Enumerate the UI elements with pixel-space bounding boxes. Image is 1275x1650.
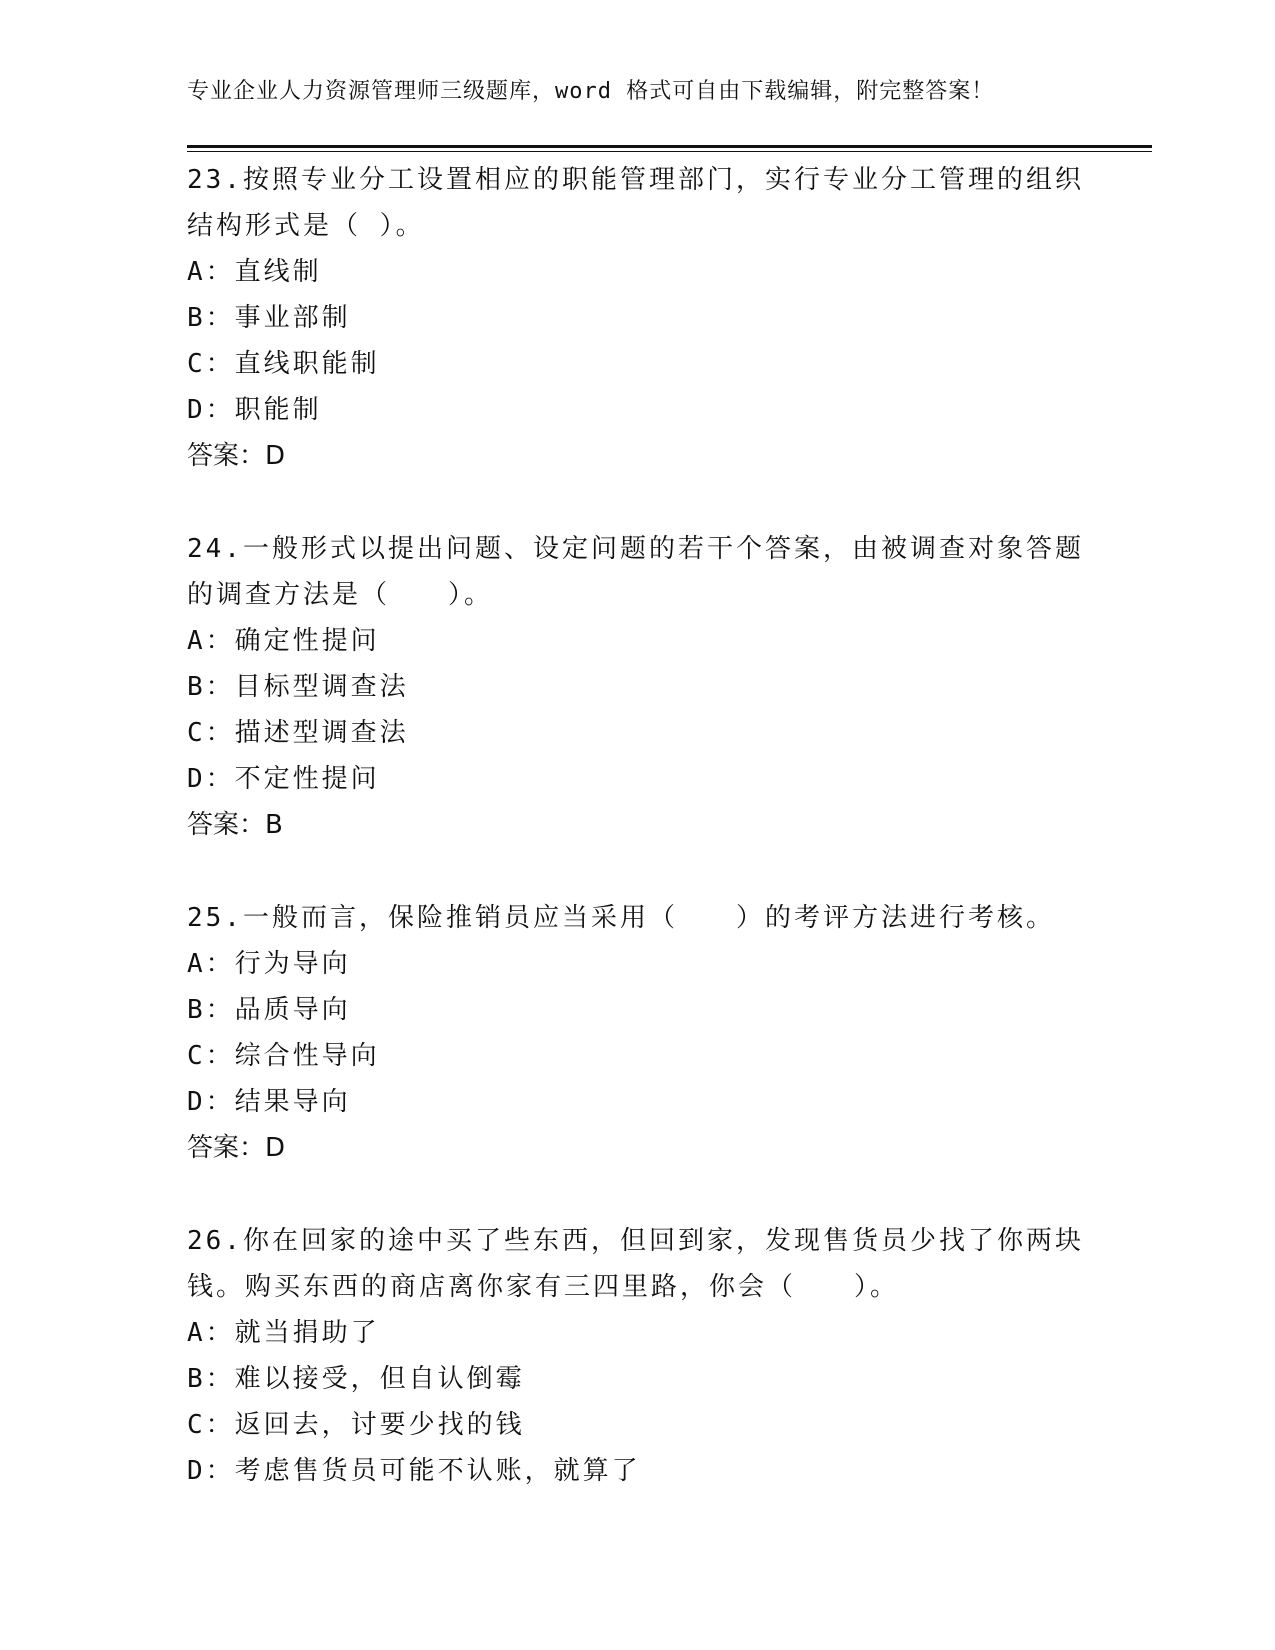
- option-c: C：综合性导向: [187, 1041, 380, 1071]
- question-stem-line: 24.一般形式以提出问题、设定问题的若干个答案，由被调查对象答题: [187, 534, 1084, 564]
- answer-line: 答案：D: [187, 1133, 286, 1163]
- answer-line: 答案：D: [187, 441, 286, 471]
- question-stem-line: 结构形式是（ ）。: [187, 211, 425, 241]
- page-header: 专业企业人力资源管理师三级题库，word 格式可自由下载编辑，附完整答案！: [187, 79, 995, 104]
- option-d: D：不定性提问: [187, 764, 380, 794]
- option-b: B：难以接受，但自认倒霉: [187, 1364, 525, 1394]
- question-stem-line: 的调查方法是（ ）。: [187, 580, 494, 610]
- header-divider-thick: [187, 145, 1152, 148]
- header-divider-thin: [187, 151, 1152, 152]
- option-d: D：职能制: [187, 395, 322, 425]
- question-25: [187, 895, 1087, 1171]
- option-c: C：直线职能制: [187, 349, 380, 379]
- question-26: [187, 1218, 1087, 1494]
- question-stem-line: 23.按照专业分工设置相应的职能管理部门，实行专业分工管理的组织: [187, 165, 1084, 195]
- option-a: A：就当捐助了: [187, 1318, 380, 1348]
- option-b: B：目标型调查法: [187, 672, 409, 702]
- question-23: [187, 157, 1087, 479]
- option-d: D：考虑售货员可能不认账，就算了: [187, 1456, 641, 1486]
- option-a: A：确定性提问: [187, 626, 380, 656]
- option-a: A：行为导向: [187, 949, 351, 979]
- question-24: [187, 526, 1087, 848]
- answer-line: 答案：B: [187, 810, 283, 840]
- question-stem-line: 26.你在回家的途中买了些东西，但回到家，发现售货员少找了你两块: [187, 1226, 1084, 1256]
- question-list: [187, 157, 1087, 1494]
- option-c: C：返回去，讨要少找的钱: [187, 1410, 525, 1440]
- option-d: D：结果导向: [187, 1087, 351, 1117]
- option-b: B：事业部制: [187, 303, 351, 333]
- option-c: C：描述型调查法: [187, 718, 409, 748]
- question-stem-line: 25.一般而言，保险推销员应当采用（ ）的考评方法进行考核。: [187, 903, 1055, 933]
- question-stem-line: 钱。购买东西的商店离你家有三四里路，你会（ ）。: [187, 1272, 900, 1302]
- option-a: A：直线制: [187, 257, 322, 287]
- option-b: B：品质导向: [187, 995, 351, 1025]
